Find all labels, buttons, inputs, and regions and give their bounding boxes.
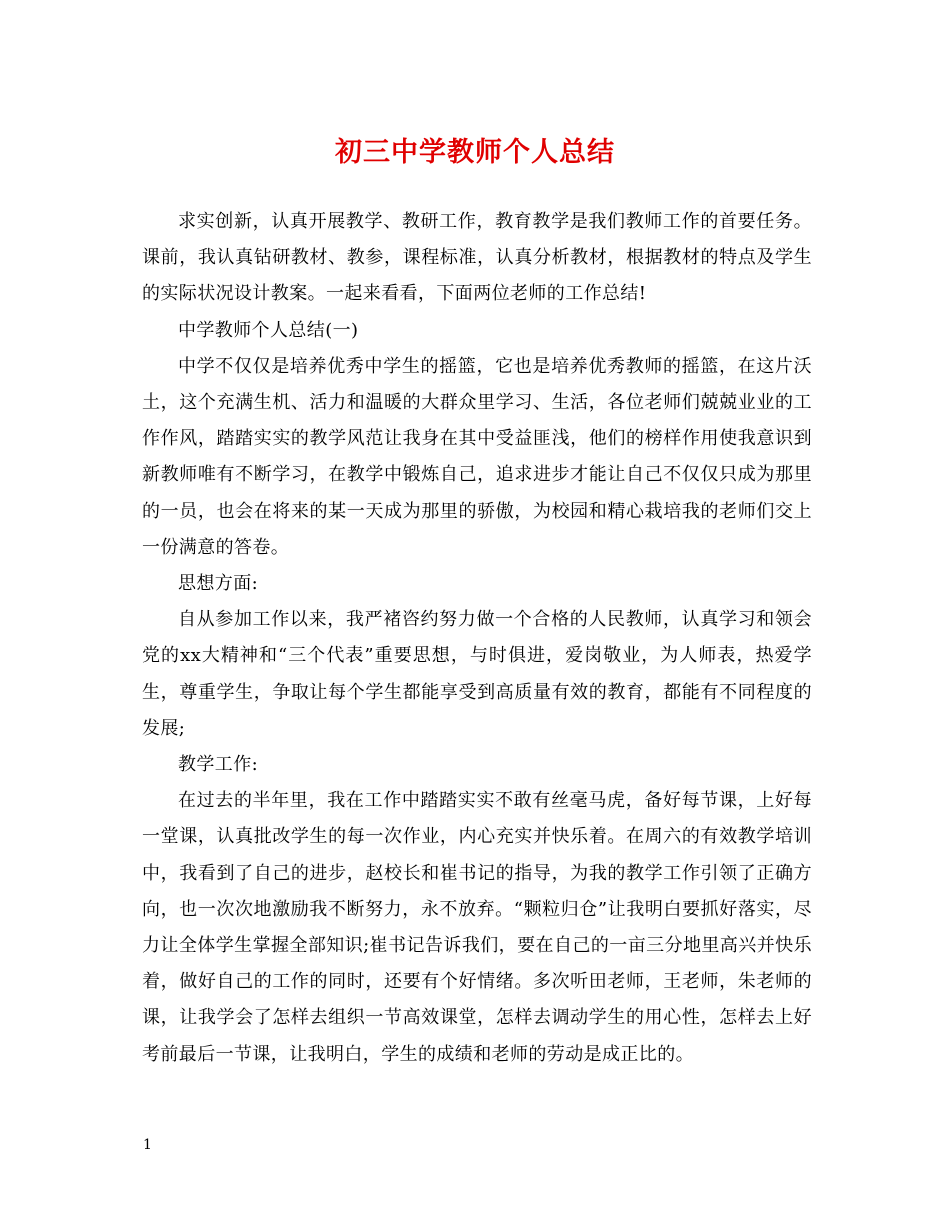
- body-paragraph: 在过去的半年里，我在工作中踏踏实实不敢有丝毫马虎，备好每节课，上好每一堂课，认真批改学生的每一次作业，内心充实并快乐着。在周六的有效教学培训中，我看到了自己的进步，赵校长和崔书记的指导，为我的教学工作引领了正确方向，也一次次地激励我不断努力，永不放弃。“颗粒归仓”让我明白要抓好落实，尽力让全体学生掌握全部知识;崔书记告诉我们，要在自己的一亩三分地里高兴并快乐着，做好自己的工作的同时，还要有个好情绪。多次听田老师，王老师，朱老师的课，让我学会了怎样去组织一节高效课堂，怎样去调动学生的用心性，怎样去上好考前最后一节课，让我明白，学生的成绩和老师的劳动是成正比的。: [142, 790, 812, 1065]
- body-paragraph: 中学不仅仅是培养优秀中学生的摇篮，它也是培养优秀教师的摇篮，在这片沃土，这个充满生机、活力和温暖的大群众里学习、生活，各位老师们兢兢业业的工作作风，踏踏实实的教学风范让我身在其中受益匪浅，他们的榜样作用使我意识到新教师唯有不断学习，在教学中锻炼自己，追求进步才能让自己不仅仅只成为那里的一员，也会在将来的某一天成为那里的骄傲，为校园和精心栽培我的老师们交上一份满意的答卷。: [142, 355, 812, 558]
- section-heading-summary-one: 中学教师个人总结(一): [178, 319, 359, 341]
- section-heading-teaching: 教学工作:: [178, 754, 259, 776]
- intro-paragraph: 求实创新，认真开展教学、教研工作，教育教学是我们教师工作的首要任务。课前，我认真钻研教材、教参，课程标准，认真分析教材，根据教材的特点及学生的实际状况设计教案。一起来看看，下面两位老师的工作总结!: [142, 211, 812, 305]
- body-paragraph: 自从参加工作以来，我严褚咨约努力做一个合格的人民教师，认真学习和领会党的xx大精神和“三个代表”重要思想，与时俱进，爱岗敬业，为人师表，热爱学生，尊重学生，争取让每个学生都能享受到高质量有效的教育，都能有不同程度的发展;: [142, 609, 812, 739]
- section-heading-ideology: 思想方面:: [178, 573, 259, 595]
- document-body: [142, 204, 812, 1073]
- document-title: 初三中学教师个人总结: [335, 137, 615, 168]
- page-number: 1: [143, 1137, 152, 1153]
